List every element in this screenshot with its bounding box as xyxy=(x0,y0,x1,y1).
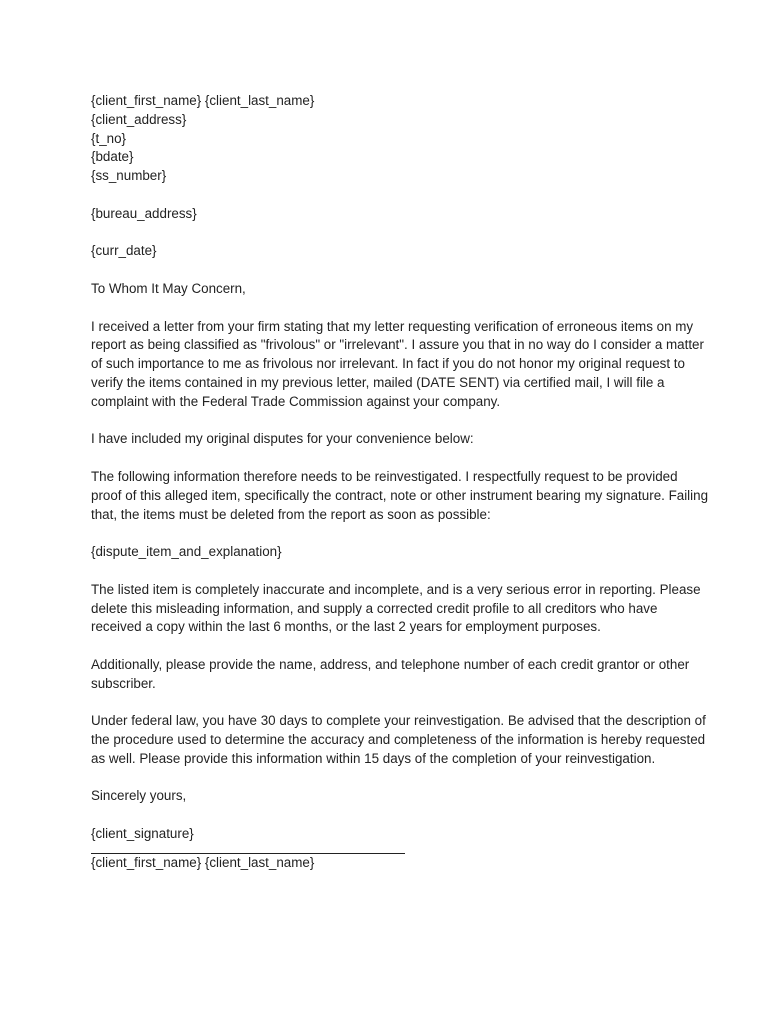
letter-body xyxy=(91,92,711,873)
client-name: {client_first_name} {client_last_name} xyxy=(91,93,315,108)
client-t-no: {t_no} xyxy=(91,130,127,146)
client-address: {client_address} xyxy=(91,111,187,127)
signature-block xyxy=(91,825,711,873)
salutation-block xyxy=(91,280,711,299)
paragraph-reinvestigation-request: The following information therefore needs to be reinvestigated. I respectfully request to be provided proof of this alleged item, specifically the contract, note or other instrument bearing my signature. Failing that, the items must be deleted from the report as soon as possible: xyxy=(91,468,709,522)
client-birthdate: {bdate} xyxy=(91,149,134,165)
paragraph-inaccurate-item: The listed item is completely inaccurate and incomplete, and is a very serious error in reporting. Please delete this misleading information, and supply a corrected credit profile to all creditors who have received a copy within the last 6 months, or the last 2 years for employment purposes. xyxy=(91,581,701,635)
paragraph-grantor-info: Additionally, please provide the name, address, and telephone number of each credit grantor or other subscriber. xyxy=(91,656,690,691)
client-ss-number: {ss_number} xyxy=(91,168,167,184)
paragraph-frivolous-notice: I received a letter from your firm stating that my letter requesting verification of erroneous items on my report as being classified as "frivolous" or "irrelevant". I assure you that in no way do I consider a matter of such importance to me as frivolous nor irrelevant. In fact if you do not honor my original request to verify the items contained in my previous letter, mailed (DATE SENT) via certified mail, I will file a complaint with the Federal Trade Commission against your company. xyxy=(91,318,704,409)
paragraph-federal-law: Under federal law, you have 30 days to complete your reinvestigation. Be advised that the description of the procedure used to determine the accuracy and completeness of the information is hereby requested as well. Please provide this information within 15 days of the completion of your reinvestigation. xyxy=(91,713,706,766)
bureau-address: {bureau_address} xyxy=(91,205,197,221)
client-info-block xyxy=(91,92,711,186)
closing: Sincerely yours, xyxy=(91,788,187,804)
dispute-item-placeholder: {dispute_item_and_explanation} xyxy=(91,544,282,560)
bureau-address-block xyxy=(91,205,711,224)
salutation: To Whom It May Concern, xyxy=(91,280,246,296)
current-date: {curr_date} xyxy=(91,243,157,259)
paragraph-disputes-included: I have included my original disputes for your convenience below: xyxy=(91,431,474,447)
signature: {client_signature} xyxy=(91,826,194,842)
signature-name: {client_first_name} {client_last_name} xyxy=(91,854,315,870)
date-block xyxy=(91,242,711,261)
closing-block xyxy=(91,787,711,806)
